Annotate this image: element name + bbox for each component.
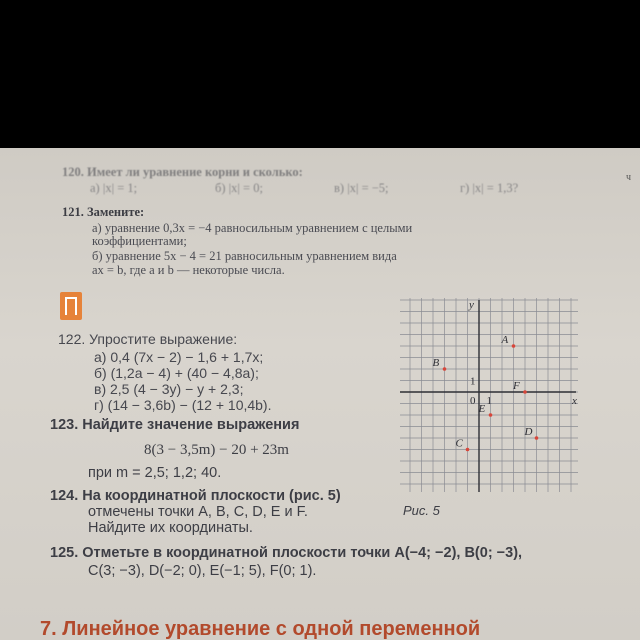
point-label-C: C <box>455 437 463 450</box>
coordinate-plane-figure <box>398 296 580 496</box>
ex122-b: б) (1,2a − 4) + (40 − 4,8a); <box>94 365 259 381</box>
ex124-line3: Найдите их координаты. <box>88 520 253 536</box>
ex125-line2: C(3; −3), D(−2; 0), E(−1; 5), F(0; 1). <box>88 563 317 579</box>
ex122-c: в) 2,5 (4 − 3y) − y + 2,3; <box>94 381 244 397</box>
point-label-B: B <box>432 357 440 369</box>
figure-caption: Рис. 5 <box>403 503 440 518</box>
section-heading: 7. Линейное уравнение с одной переменной <box>40 618 481 640</box>
y-axis-label: y <box>469 299 474 311</box>
ex121-b-line2: ax = b, где a и b — некоторые числа. <box>92 263 285 277</box>
ex122-a: а) 0,4 (7x − 2) − 1,6 + 1,7x; <box>94 349 264 365</box>
ex121-a-line2: коэффициентами; <box>92 234 187 248</box>
ex123-expression: 8(3 − 3,5m) − 20 + 23m <box>144 442 289 458</box>
ex120-c: в) |x| = −5; <box>334 181 389 195</box>
point-label-E: E <box>478 403 486 415</box>
ex123-condition: при m = 2,5; 1,2; 40. <box>88 465 222 481</box>
point-D <box>535 436 539 440</box>
section-marker-icon <box>60 292 82 320</box>
axes <box>400 299 577 492</box>
textbook-page <box>0 148 640 640</box>
ex123-title: 123. Найдите значение выражения <box>50 417 300 433</box>
x-axis-label: x <box>572 395 577 407</box>
point-label-D: D <box>524 426 533 438</box>
point-label-A: A <box>501 334 509 346</box>
point-label-F: F <box>513 380 520 392</box>
ex121-a-line1: а) уравнение 0,3x = −4 равносильным уравнением с целыми <box>92 221 413 235</box>
point-E <box>489 413 493 417</box>
ex120-title: 120. Имеет ли уравнение корни и сколько: <box>62 165 303 179</box>
ex120-a: а) |x| = 1; <box>90 181 138 195</box>
point-C <box>466 448 470 452</box>
y-unit-label: 1 <box>470 375 476 388</box>
next-page-edge: ч <box>626 172 632 183</box>
ex122-title: 122. Упростите выражение: <box>58 331 238 347</box>
point-B <box>443 367 447 371</box>
ex120-b: б) |x| = 0; <box>215 181 263 195</box>
ex121-b-line1: б) уравнение 5x − 4 = 21 равносильным уравнением вида <box>92 249 397 263</box>
point-F <box>523 390 527 394</box>
point-A <box>512 344 516 348</box>
ex124-line1: 124. На координатной плоскости (рис. 5) <box>50 488 341 504</box>
ex124-line2: отмечены точки A, B, C, D, E и F. <box>88 504 308 520</box>
ex121-title: 121. Замените: <box>62 205 145 219</box>
ex122-d: г) (14 − 3,6b) − (12 + 10,4b). <box>94 397 272 413</box>
ex125-line1: 125. Отметьте в координатной плоскости точки A(−4; −2), B(0; −3), <box>50 545 523 561</box>
x-unit-label: 1 <box>486 395 492 407</box>
ex120-d: г) |x| = 1,3? <box>460 181 519 195</box>
origin-label: 0 <box>470 395 476 407</box>
